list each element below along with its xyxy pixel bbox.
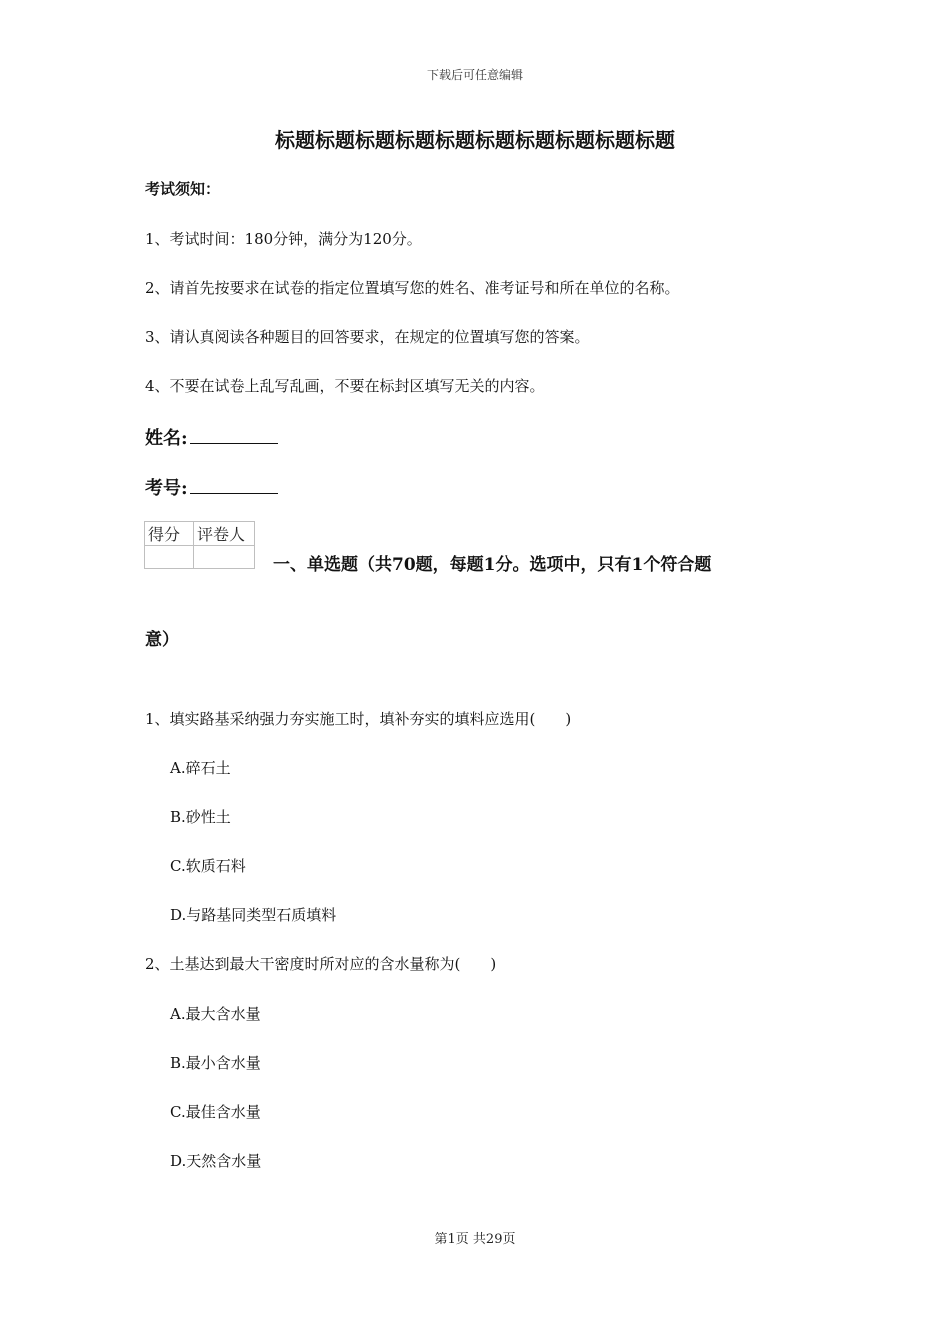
score-table-blank-row [145,546,255,569]
score-table-header-row [145,522,255,546]
q2-option-c: C.最佳含水量 [170,1103,261,1121]
notice-item: 1、考试时间：180分钟，满分为120分。 [145,230,422,248]
notice-item: 4、不要在试卷上乱写乱画，不要在标封区填写无关的内容。 [145,377,545,395]
section-title-continued: 意） [145,630,179,650]
exam-id-blank-line[interactable] [190,477,278,494]
question-1: 1、填实路基采纳强力夯实施工时，填补夯实的填料应选用( ) [145,710,572,728]
exam-id-label: 考号: [145,478,188,499]
score-table [144,521,255,569]
name-blank-line[interactable] [190,427,278,444]
q2-option-b: B.最小含水量 [170,1054,261,1072]
grader-cell [194,546,255,569]
question-2: 2、土基达到最大干密度时所对应的含水量称为( ) [145,955,497,973]
header-note: 下载后可任意编辑 [426,68,523,82]
q2-option-d: D.天然含水量 [170,1152,262,1170]
notice-item: 3、请认真阅读各种题目的回答要求，在规定的位置填写您的答案。 [145,328,590,346]
q2-option-a: A.最大含水量 [170,1005,261,1023]
score-cell [145,546,194,569]
notice-heading: 考试须知： [145,180,221,198]
page-footer: 第1页 共29页 [434,1232,516,1247]
document-title: 标题标题标题标题标题标题标题标题标题标题 [275,128,675,152]
q1-option-d: D.与路基同类型石质填料 [170,906,337,924]
name-label: 姓名: [145,428,188,449]
section-title: 一、单选题（共70题，每题1分。选项中，只有1个符合题 [273,555,712,575]
exam-id-field [145,474,278,500]
q1-option-c: C.软质石料 [170,857,246,875]
score-header: 得分 [145,522,194,546]
q1-option-a: A.碎石土 [170,759,231,777]
grader-header: 评卷人 [194,522,255,546]
q1-option-b: B.砂性土 [170,808,231,826]
notice-item: 2、请首先按要求在试卷的指定位置填写您的姓名、准考证号和所在单位的名称。 [145,279,680,297]
name-field [145,424,278,450]
